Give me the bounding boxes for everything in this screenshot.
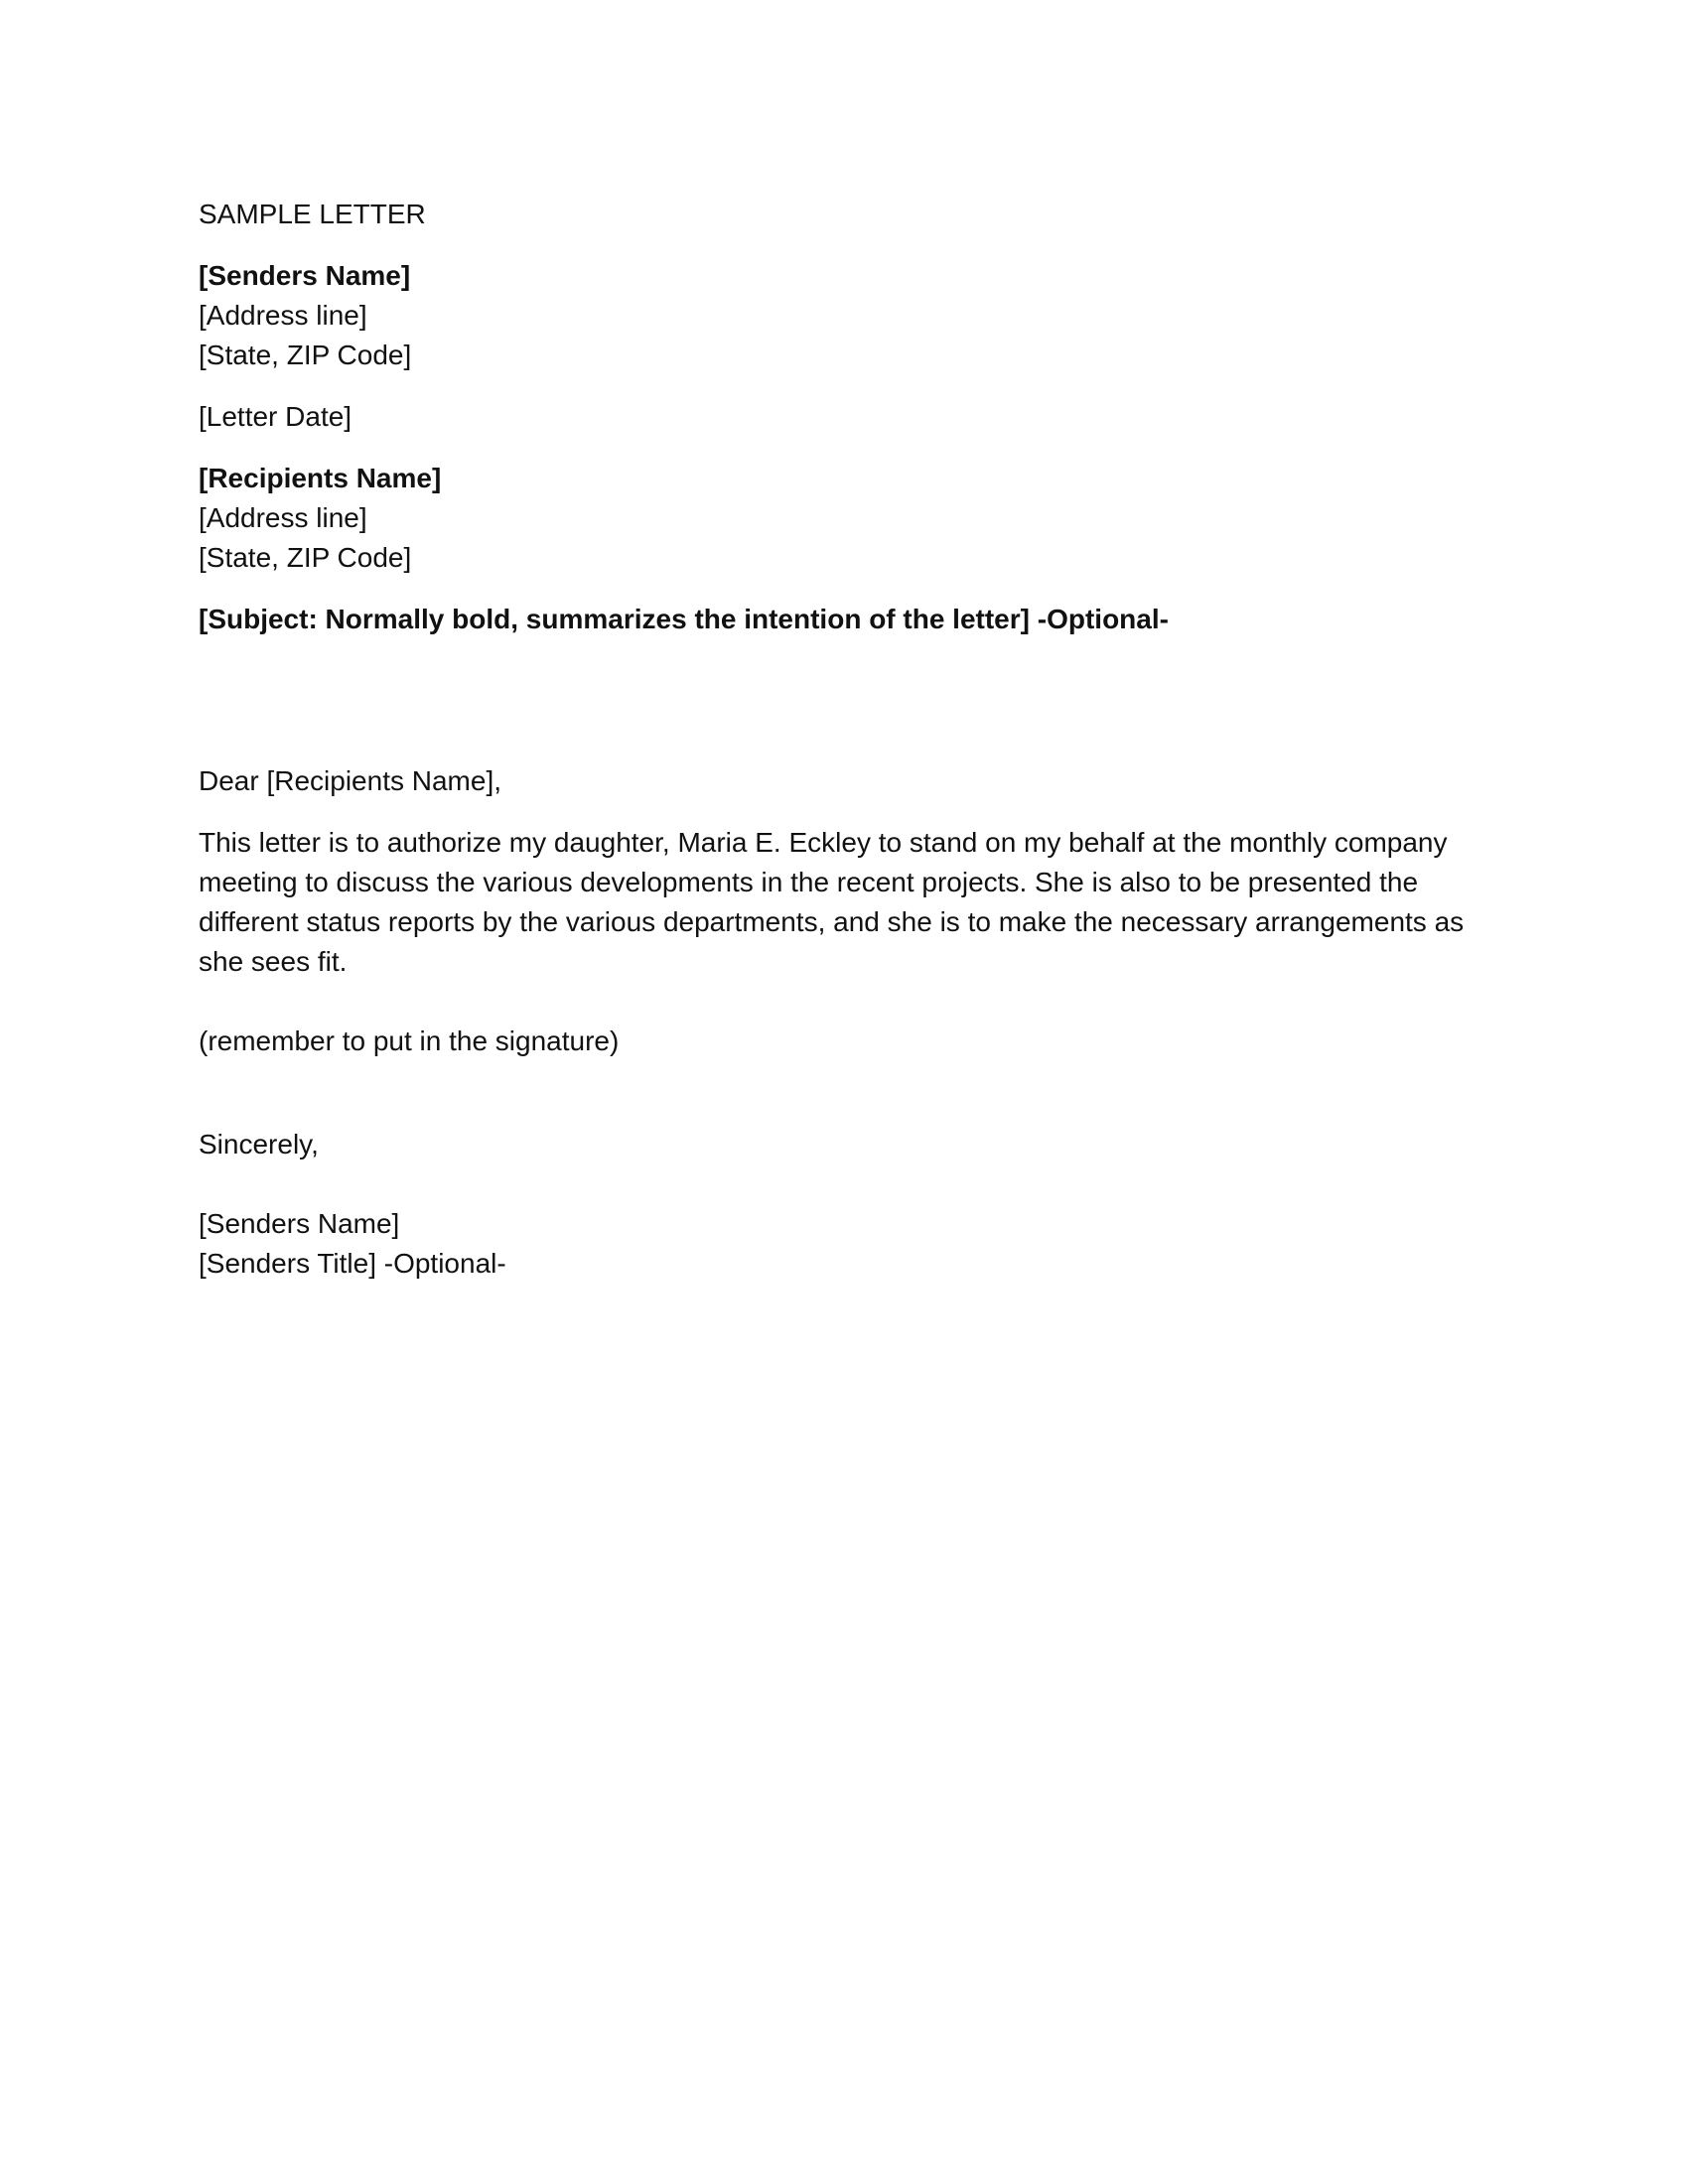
letter-heading: SAMPLE LETTER xyxy=(199,199,426,229)
body-line: she sees fit. xyxy=(199,946,348,977)
body-line: different status reports by the various departments, and she is to make the necessary arrangements as xyxy=(199,906,1465,937)
recipient-address-line: [Address line] xyxy=(199,502,367,533)
sender-address-line: [Address line] xyxy=(199,300,367,331)
salutation: Dear [Recipients Name], xyxy=(199,765,502,796)
spacer xyxy=(199,1164,1489,1188)
letter-subject: [Subject: Normally bold, summarizes the intention of the letter] -Optional- xyxy=(199,604,1169,634)
signature-note: (remember to put in the signature) xyxy=(199,1025,620,1056)
spacer xyxy=(199,639,1489,761)
spacer xyxy=(199,578,1489,600)
signature-block xyxy=(199,1204,1489,1284)
body-paragraph xyxy=(199,823,1470,982)
letter-body xyxy=(199,195,1489,1284)
spacer xyxy=(199,1006,1489,1022)
signature-title: [Senders Title] -Optional- xyxy=(199,1248,506,1279)
spacer xyxy=(199,437,1489,459)
body-line: meeting to discuss the various developments in the recent projects. She is also to be presented the xyxy=(199,867,1419,897)
spacer xyxy=(199,234,1489,256)
spacer xyxy=(199,375,1489,397)
body-line: This letter is to authorize my daughter, Maria E. Eckley to stand on my behalf at the monthly company xyxy=(199,827,1448,858)
recipient-block xyxy=(199,459,1489,578)
spacer xyxy=(199,1061,1489,1125)
sender-state-zip: [State, ZIP Code] xyxy=(199,340,412,370)
sender-name: [Senders Name] xyxy=(199,260,411,291)
closing: Sincerely, xyxy=(199,1129,319,1160)
letter-date: [Letter Date] xyxy=(199,401,352,432)
spacer xyxy=(199,1188,1489,1204)
sender-block xyxy=(199,256,1489,375)
spacer xyxy=(199,982,1489,1006)
recipient-state-zip: [State, ZIP Code] xyxy=(199,542,412,573)
signature-name: [Senders Name] xyxy=(199,1208,400,1239)
spacer xyxy=(199,801,1489,823)
recipient-name: [Recipients Name] xyxy=(199,463,442,493)
